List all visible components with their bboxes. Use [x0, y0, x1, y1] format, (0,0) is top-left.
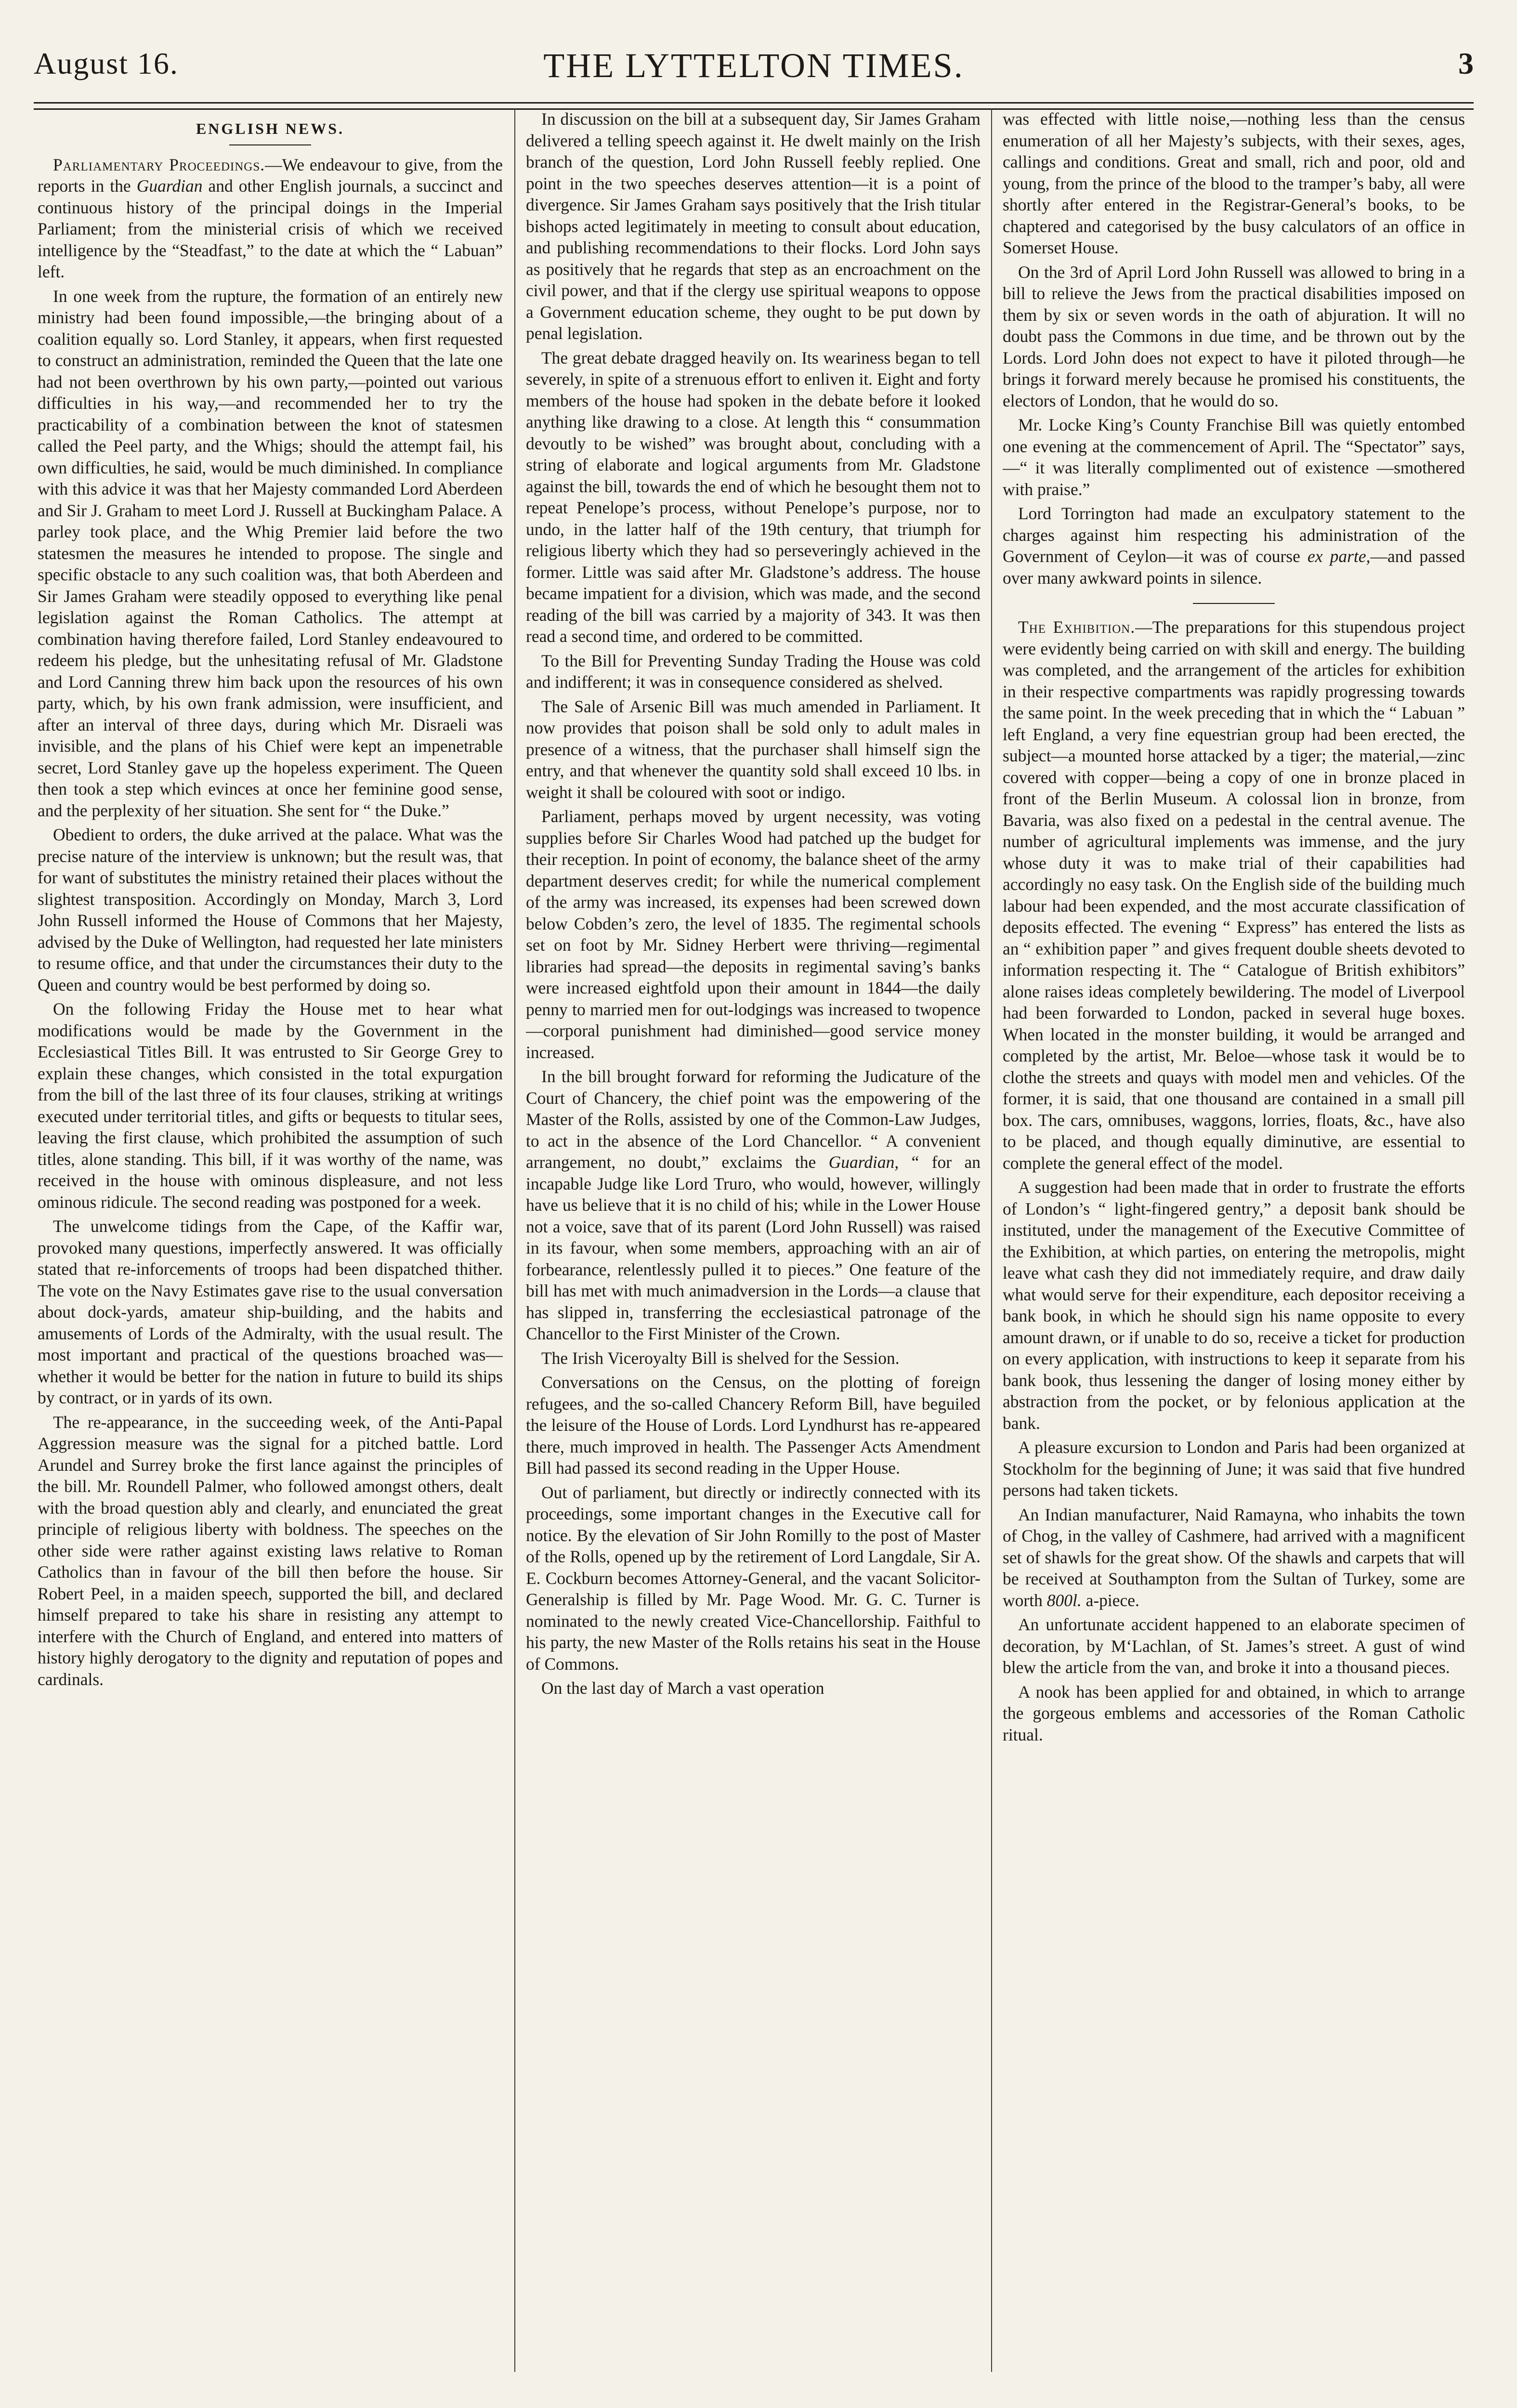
article-paragraph: A nook has been applied for and obtained, in which to arrange the gorgeous emblems and accessories of the Roman Catholic ritual. — [1003, 1682, 1465, 1744]
article-paragraph: Mr. Locke King’s County Franchise Bill was quietly entombed one evening at the commencement of April. The “Spectator” says,—“ it was literally complimented out of existence —smothered with praise.” — [1003, 415, 1465, 499]
article-paragraph: The great debate dragged heavily on. Its weariness began to tell severely, in spite of a strenuous effort to enliven it. Eight and forty members of the house had spoken in the debate before it looked anything like drawing to a close. At length this “ consummation devoutly to be wished” was brought about, concluding with a string of elaborate and logical arguments from Mr. Gladstone against the bill, towards the end of which he besought them not to repeat Penelope’s process, without Penelope’s purpose, nor to undo, in the latter half of the 19th century, that triumph for religious liberty which they had so perseveringly achieved in the former. Little was said after Mr. Gladstone’s address. The house became impatient for a division, which was made, and the second reading of the bill was carried by a majority of 343. It was then read a second time, and ordered to be committed. — [526, 348, 981, 646]
column-divider — [514, 108, 515, 2372]
article-paragraph: An unfortunate accident happened to an elaborate specimen of decoration, by M‘Lachlan, of St. James’s street. A gust of wind blew the article from the van, and broke it into a thousand pieces. — [1003, 1615, 1465, 1677]
issue-date: August 16. — [34, 46, 179, 80]
article-paragraph: Parliament, perhaps moved by urgent necessity, was voting supplies before Sir Charles Wood had patched up the budget for their reception. In point of economy, the balance sheet of the army department deserves credit; for while the numerical complement of the army was increased, its expenses had been screwed down below Cobden’s zero, the level of 1835. The regimental schools set on foot by Mr. Sidney Herbert were thriving—regimental libraries had spread—the deposits in regimental saving’s banks were increased eightfold upon their amount in 1844—the daily penny to married men for out-lodgings was increased to twopence—corporal punishment had diminished—good service money increased. — [526, 807, 981, 1062]
paragraph-emphasis: ex parte, — [1308, 547, 1371, 566]
article-paragraph: The Irish Viceroyalty Bill is shelved for the Session. — [541, 1348, 900, 1368]
article-paragraph: A suggestion had been made that in order to frustrate the efforts of London’s “ light-fingered gentry,” a deposit bank should be instituted, under the management of the Executive Committee of the Exhibition, at which parties, on entering the metropolis, might leave what cash they did not immediately require, and draw daily what would serve for their expenditure, each depositor receiving a bank book, in which he should sign his name opposite to every amount drawn, or if unable to do so, receive a ticket for production on every application, with instructions to keep it separate from his bank book, thus lessening the danger of losing money either by abstraction from the pocket, or by felonious application at the bank. — [1003, 1178, 1465, 1433]
article-paragraph: The Sale of Arsenic Bill was much amended in Parliament. It now provides that poison shall be sold only to adult males in presence of a witness, that the purchaser shall himself sign the entry, and that whenever the quantity sold shall exceed 10 lbs. in weight it shall be coloured with soot or indigo. — [526, 696, 981, 802]
article-paragraph — [38, 154, 503, 283]
article-paragraph: In one week from the rupture, the formation of an entirely new ministry had been found impossible,—the bringing about of a coalition equally so. Lord Stanley, it appears, when first requested to construct an administration, reminded the Queen that the late one had not been overthrown by his own party,—pointed out various difficulties in his way,—and recommended her to try the practicability of a combination between the knot of statesmen called the Peel party, and the Whigs; should the attempt fail, his own difficulties, he said, would be much diminished. In compliance with this advice it was that her Majesty commanded Lord Aberdeen and Sir J. Graham to meet Lord J. Russell at Buckingham Palace. A parley took place, and the Whig Premier laid before the two statesmen the measures he intended to propose. The single and specific obstacle to any such coalition was, that both Aberdeen and Sir James Graham were steadily opposed to everything like penal legislation against the Roman Catholics. The attempt at combination having therefore failed, Lord Stanley endeavoured to redeem his pledge, but the unhesitating refusal of Mr. Gladstone and Lord Canning threw him back upon the resources of his own party, which, by his own frank admission, were insufficient, and after an interval of three days, during which Mr. Disraeli was invisible, and the plans of his Chief were kept an impenetrable secret, Lord Stanley gave up the hopeless experiment. The Queen then took a step which evinces at once her feminine good sense, and the perplexity of her situation. She sent for “ the Duke.” — [38, 286, 503, 820]
article-paragraph — [1003, 503, 1465, 589]
paragraph-text: and other English journals, a succinct and continuous history of the principal doings in the Imperial Parliament; from the ministerial crisis of which we received intelligence by the “Steadfast,” to the date at which the “ Labuan” left. — [38, 176, 503, 281]
article-paragraph: To the Bill for Preventing Sunday Trading the House was cold and indifferent; it was in consequence considered as shelved. — [526, 651, 981, 692]
paragraph-text: —The preparations for this stupendous project were evidently being carried on with skill and energy. The building was completed, and the arrangement of the articles for exhibition in their respective compartments was rapidly progressing towards the same point. In the week preceding that in which the “ Labuan ” left England, a very fine equestrian group had been erected, the subject—a mounted horse attacked by a tiger; the material,—zinc covered with copper—being a copy of one in bronze placed in front of the Berlin Museum. A colossal lion in bronze, from Bavaria, was also fixed on a pedestal in the central avenue. The number of agricultural implements was immense, and the jury whose duty it was to make trial of their capabilities had accordingly no easy task. On the English side of the building much labour had been expended, and the most accurate classification of deposits effected. The evening “ Express” has entered the lists as an “ exhibition paper ” and gives frequent double sheets devoted to information respecting it. The “ Catalogue of British exhibitors” alone raises ideas completely bewildering. The model of Liverpool had been forwarded to London, packed in several huge boxes. When located in the monster building, it would be arranged and completed by the artist, Mr. Beloe—whose task it would be to clothe the streets and quays with model men and vehicles. Of the former, it is said, that one thousand are contained in a small pill box. The cars, omnibuses, waggons, lorries, floats, &c., have also to be placed, and though equally diminutive, are essential to complete the general effect of the model. — [1003, 617, 1465, 1173]
column-3 — [1003, 108, 1465, 2372]
paragraph-text: “ for an incapable Judge like Lord Truro, who would, however, willingly have us believe that it is no child of his; while in the Lower House not a voice, save that of its parent (Lord John Russell) was raised in its favour, when some members, approaching with an air of forbearance, relentlessly pulled it to pieces.” One feature of the bill has met with much animadversion in the Lords—a clause that has slipped in, transferring the ecclesiastical patronage of the Chancellor to the First Minister of the Crown. — [526, 1152, 981, 1343]
article-paragraph: The re-appearance, in the succeeding week, of the Anti-Papal Aggression measure was the signal for a pitched battle. Lord Arundel and Surrey broke the first lance against the principles of the bill. Mr. Roundell Palmer, who followed amongst others, dealt with the broad question ably and clearly, and enunciated the great principle of religious liberty with boldness. The speeches on the other side were rather against existing laws relative to Roman Catholics than in favour of the bill then before the house. Sir Robert Peel, in a maiden speech, supported the bill, and declared himself prepared to take his share in resisting any attempt to interfere with the Church of England, and entered into matters of history highly derogatory to the dignity and reputation of popes and cardinals. — [38, 1412, 503, 1689]
article-paragraph — [526, 1066, 981, 1345]
article-paragraph: A pleasure excursion to London and Paris had been organized at Stockholm for the beginning of June; it was said that five hundred persons had taken tickets. — [1003, 1438, 1465, 1500]
article-paragraph: In discussion on the bill at a subsequent day, Sir James Graham delivered a telling speech against it. He dwelt mainly on the Irish branch of the question, Lord John Russell feebly replied. One point in the two speeches deserves attention—it is a point of divergence. Sir James Graham says positively that the Irish titular bishops acted legitimately in meeting to consult about education, and publishing recommendations to their flocks. Lord John says as positively that he regards that step as an encroachment on the civil power, and that if the clergy use spiritual weapons to oppose a Government education scheme, they ought to be put down by penal legislation. — [526, 109, 981, 343]
article-paragraph — [1003, 616, 1465, 1174]
paragraph-emphasis: 800l. — [1046, 1590, 1082, 1610]
paragraph-lead: The Exhibition. — [1018, 617, 1136, 637]
newspaper-title: THE LYTTELTON TIMES. — [543, 46, 964, 85]
section-rule — [1193, 603, 1275, 604]
article-paragraph: was effected with little noise,—nothing less than the census enumeration of all her Majesty’s subjects, with their sexes, ages, callings and conditions. Great and small, rich and poor, old and young, from the prince of the blood to the tramper’s baby, all were shortly after entered in the Registrar-General’s books, to be chaptered and categorised by the busy calculators of an office in Somerset House. — [1003, 109, 1465, 257]
section-rule — [229, 144, 311, 145]
article-paragraph: Out of parliament, but directly or indirectly connected with its proceedings, some important changes in the Executive call for notice. By the elevation of Sir John Romilly to the post of Master of the Rolls, opened up by the retirement of Lord Langdale, Sir A. E. Cockburn becomes Attorney-General, and the vacant Solicitor-Generalship is filled by Mr. Page Wood. Mr. G. C. Turner is nominated to the newly created Vice-Chancellorship. Faithful to his party, the new Master of the Rolls retains his seat in the House of Commons. — [526, 1482, 981, 1674]
paragraph-emphasis: Guardian, — [828, 1152, 899, 1172]
paragraph-emphasis: Guardian — [136, 176, 203, 196]
article-paragraph: The unwelcome tidings from the Cape, of the Kaffir war, provoked many questions, imperfectly answered. It was officially stated that re-inforcements of troops had been dispatched thither. The vote on the Navy Estimates gave rise to the usual conversation about dock-yards, amateur ship-building, and the habits and amusements of Lords of the Admiralty, with the usual result. The most important and practical of the questions broached was—whether it would be better for the nation in future to build its ships by contract, or in yards of its own. — [38, 1217, 503, 1407]
paragraph-lead: Parliamentary Proceedings. — [53, 155, 265, 174]
page-number: 3 — [1458, 46, 1474, 80]
paragraph-text: —We endeavour to give, from the reports in the — [38, 155, 503, 196]
paragraph-text: —and passed over many awkward points in silence. — [1003, 547, 1465, 588]
article-paragraph: Conversations on the Census, on the plotting of foreign refugees, and the so-called Chancery Reform Bill, have beguiled the leisure of the House of Lords. Lord Lyndhurst has re-appeared there, much improved in health. The Passenger Acts Amendment Bill had passed its second reading in the Upper House. — [526, 1373, 981, 1478]
column-divider — [991, 108, 992, 2372]
column-1 — [38, 108, 503, 2372]
article-paragraph: On the last day of March a vast operation — [541, 1678, 824, 1698]
column-2 — [526, 108, 981, 2372]
masthead — [34, 46, 1474, 104]
article-paragraph — [1003, 1504, 1465, 1611]
article-paragraph: On the 3rd of April Lord John Russell was allowed to bring in a bill to relieve the Jews from the practical disabilities imposed on them by six or seven words in the oath of abjuration. It will no doubt pass the Commons in due time, and be thrown out by the Lords. Lord John does not expect to have it piloted through—he brings it forward merely because he promised his constituents, the electors of London, that he would do so. — [1003, 262, 1465, 410]
article-paragraph: On the following Friday the House met to hear what modifications would be made by the Government in the Ecclesiastical Titles Bill. It was entrusted to Sir George Grey to explain these changes, which consisted in the total expurgation from the bill of the last three of its four clauses, striking at writings executed under territorial titles, and gifts or bequests to titular sees, leaving the first clause, which prohibited the assumption of such titles, alone standing. This bill, if it was worthy of the name, was received in the house with ominous displeasure, and not less ominous ridicule. The second reading was postponed for a week. — [38, 999, 503, 1212]
paragraph-text: a-piece. — [1081, 1590, 1139, 1610]
paragraph-text: In the bill brought forward for reforming the Judicature of the Court of Chancery, the chief point was the empowering of the Master of the Rolls, assisted by one of the Common-Law Judges, to act in the absence of the Lord Chancellor. “ A convenient arrangement, no doubt,” exclaims the — [526, 1067, 981, 1172]
article-paragraph: Obedient to orders, the duke arrived at the palace. What was the precise nature of the interview is unknown; but the result was, that for want of substitutes the ministry retained their places without the slightest transposition. Accordingly on Monday, March 3, Lord John Russell informed the House of Commons that her Majesty, advised by the Duke of Wellington, had requested her late ministers to resume office, and that under the circumstances their duty to the Queen and country would be best performed by doing so. — [38, 825, 503, 995]
paragraph-text: Lord Torrington had made an exculpatory statement to the charges against him respecting his administration of the Government of Ceylon—it was of course — [1003, 504, 1465, 566]
paragraph-text: An Indian manufacturer, Naid Ramayna, who inhabits the town of Chog, in the valley of Cashmere, had arrived with a magnificent set of shawls for the great show. Of the shawls and carpets that will be received at Southampton from the Sultan of Turkey, some are worth — [1003, 1505, 1465, 1610]
section-title: ENGLISH NEWS. — [196, 120, 345, 137]
